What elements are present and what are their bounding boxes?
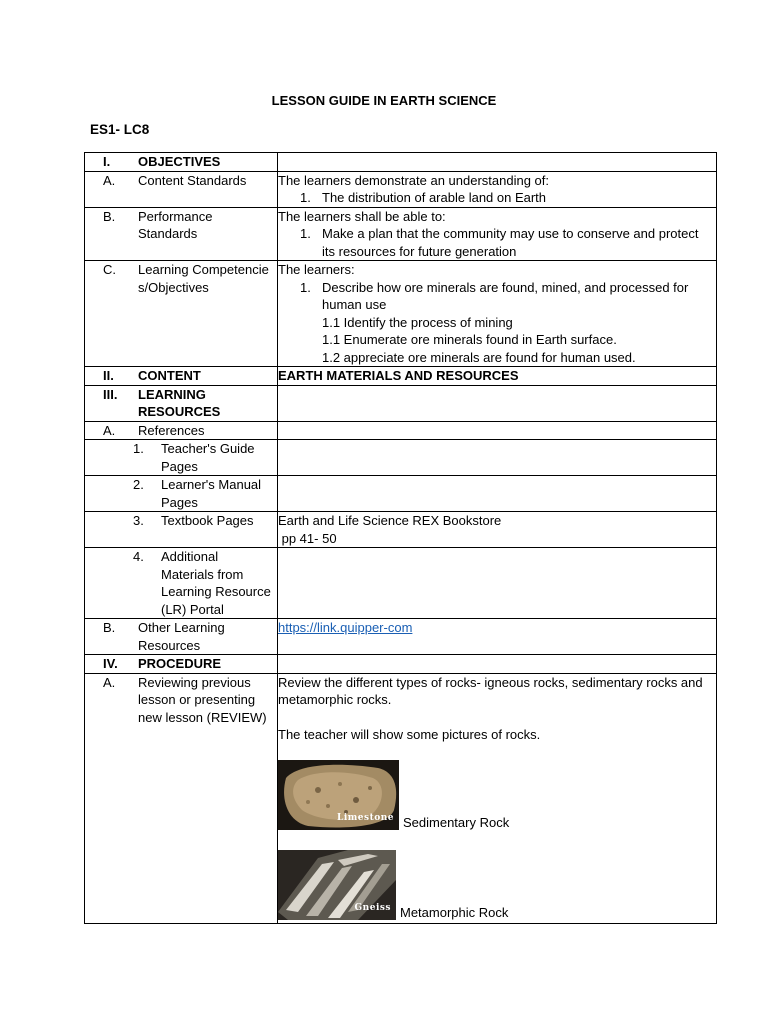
row-label: Learning Competencies/Objectives [138,262,269,295]
item-letter: A. [103,422,116,438]
resource-link[interactable]: https://link.quipper-com [278,620,413,635]
rock-caption: Metamorphic Rock [400,905,509,920]
section-heading: PROCEDURE [138,656,222,671]
section-heading: CONTENT [138,368,201,383]
row-label: Other Learning Resources [138,620,225,653]
row-intro: The learners shall be able to: [278,208,446,224]
reference-row-3 [85,512,717,548]
section-numeral: II. [103,368,114,383]
photo-label: Limestone [337,812,394,823]
reference-row-1 [85,440,717,476]
list-text: The distribution of arable land on Earth [322,190,547,205]
rock-figure-metamorphic [278,850,712,920]
lesson-table [84,152,717,924]
row-value [278,476,717,512]
row-intro: The learners demonstrate an understanding of: [278,172,550,188]
content-value: EARTH MATERIALS AND RESOURCES [278,367,717,386]
item-letter: A. [103,172,116,188]
section-numeral: III. [103,386,118,402]
competencies-row [85,261,717,367]
other-resources-row [85,619,717,655]
section-content-row [85,367,717,386]
gneiss-photo [278,850,396,920]
list-number: 3. [133,513,144,528]
item-letter: B. [103,208,116,224]
row-label: Teacher's Guide Pages [161,441,255,474]
list-text: Make a plan that the community may use to conserve and protect its resources for future generation [322,226,699,259]
list-number: 1. [300,190,311,205]
references-row [85,421,717,440]
list-number: 4. [133,549,144,564]
limestone-photo [278,760,399,830]
row-label: Reviewing previous lesson or presenting new lesson (REVIEW) [138,674,267,725]
row-value [278,548,717,619]
row-label: Additional Materials from Learning Resource (LR) Portal [161,549,271,617]
section-resources-row [85,385,717,421]
list-number: 1. [133,441,144,456]
content-standards-row [85,171,717,207]
sub-item: 1.1 Enumerate ore minerals found in Earth surface. [322,332,617,347]
list-item [278,279,712,314]
row-value [278,440,717,476]
list-number: 1. [300,279,311,295]
item-letter: A. [103,674,116,690]
review-row [85,673,717,924]
list-number: 2. [133,477,144,492]
section-heading: LEARNING RESOURCES [138,386,221,419]
row-label: Performance Standards [138,208,213,241]
review-text: Review the different types of rocks- igneous rocks, sedimentary rocks and metamorphic rocks. [278,674,703,707]
row-label: Textbook Pages [161,513,254,528]
reference-row-2 [85,476,717,512]
list-item [278,189,712,207]
row-label: Content Standards [138,172,247,188]
section-heading: OBJECTIVES [138,154,221,169]
list-number: 1. [300,226,311,241]
performance-standards-row [85,207,717,261]
list-text: Describe how ore minerals are found, mined, and processed for human use [322,279,689,312]
item-letter: C. [103,262,116,277]
row-label: Learner's Manual Pages [161,477,262,510]
lesson-code: ES1- LC8 [90,122,150,137]
textbook-pages: pp 41- 50 [278,530,337,546]
section-objectives-row [85,153,717,172]
section-numeral: IV. [103,656,118,671]
sub-item: 1.2 appreciate ore minerals are found for human used. [322,349,636,365]
photo-label: Gneiss [354,902,391,913]
row-label: References [138,422,205,438]
textbook-title: Earth and Life Science REX Bookstore [278,513,502,528]
rock-caption: Sedimentary Rock [403,815,510,830]
item-letter: B. [103,620,116,635]
page-title: LESSON GUIDE IN EARTH SCIENCE [271,93,497,108]
review-instruction: The teacher will show some pictures of rocks. [278,726,541,742]
list-item [278,225,712,260]
rock-figure-sedimentary [278,760,712,830]
row-intro: The learners: [278,262,355,277]
sub-item: 1.1 Identify the process of mining [322,314,513,330]
section-numeral: I. [103,154,111,169]
reference-row-4 [85,548,717,619]
section-procedure-row [85,655,717,674]
